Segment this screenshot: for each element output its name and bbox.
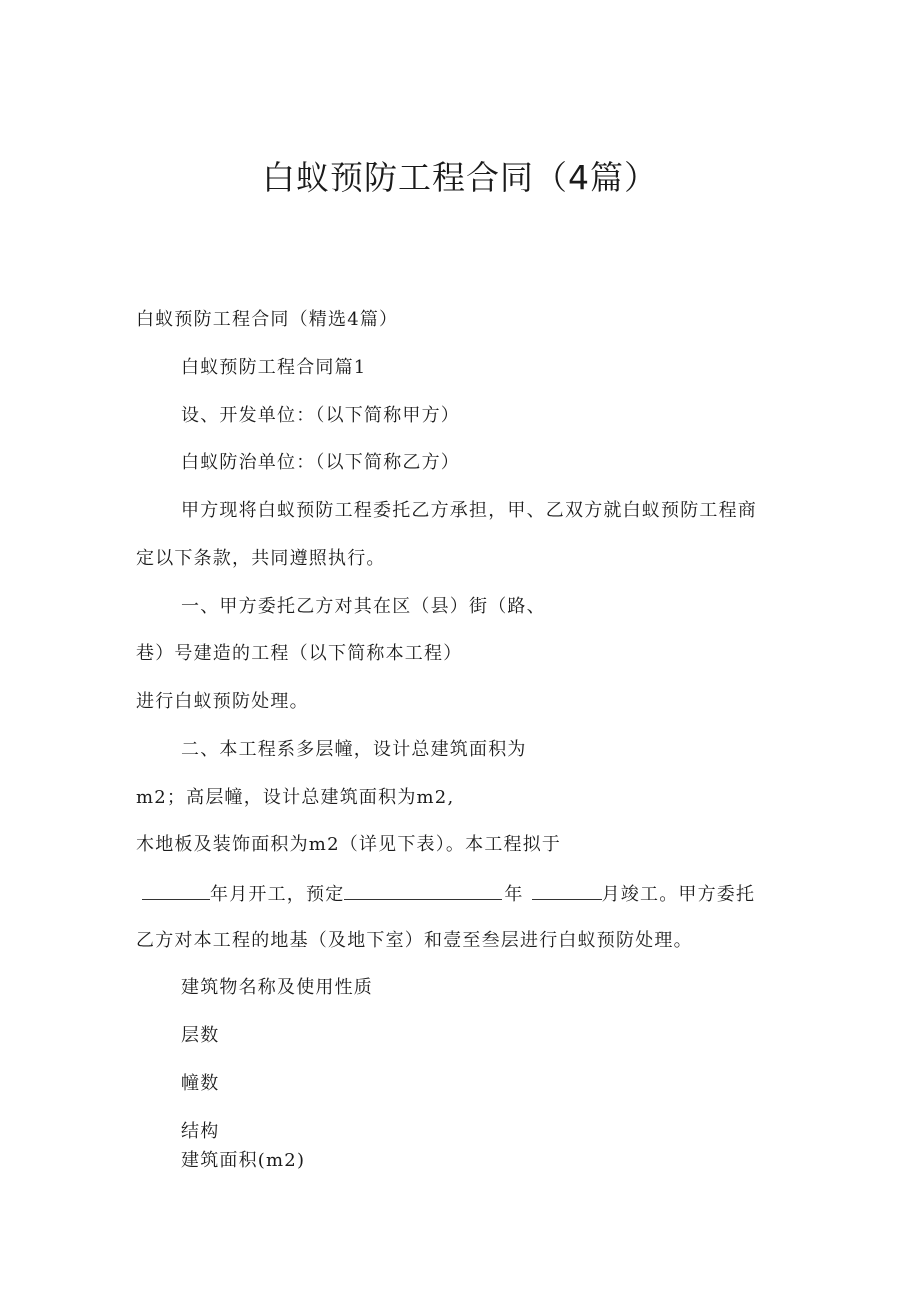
blank-field-completion-year (344, 879, 502, 900)
clause-1-line-3: 进行白蚁预防处理。 (136, 691, 309, 712)
party-a-line: 设、开发单位：（以下简称甲方） (181, 405, 460, 426)
clause-2-line-1: 二、本工程系多层幢，设计总建筑面积为 (181, 739, 527, 760)
clause-1-line-1: 一、甲方委托乙方对其在区（县）街（路、 (181, 596, 546, 617)
table-field-floors: 层数 (181, 1025, 220, 1046)
blank-field-year (142, 879, 210, 900)
clause-2-line-4-part-2: 年 (504, 884, 524, 905)
clause-2-line-5: 乙方对本工程的地基（及地下室）和壹至叁层进行白蚁预防处理。 (136, 930, 693, 951)
table-field-building-count: 幢数 (181, 1073, 220, 1094)
table-field-structure: 结构 (181, 1121, 220, 1142)
section-heading: 白蚁预防工程合同篇1 (181, 357, 367, 378)
intro-paragraph-line-1: 甲方现将白蚁预防工程委托乙方承担，甲、乙双方就白蚁预防工程商 (181, 500, 757, 521)
clause-2-line-4-part-3: 月竣工。甲方委托 (601, 884, 756, 905)
blank-field-completion-month (532, 879, 602, 900)
document-subtitle: 白蚁预防工程合同（精选4篇） (136, 309, 399, 330)
party-b-line: 白蚁防治单位：（以下简称乙方） (181, 452, 460, 473)
table-field-floor-area: 建筑面积(m2) (181, 1150, 306, 1171)
intro-paragraph-line-2: 定以下条款，共同遵照执行。 (136, 548, 386, 569)
clause-1-line-2: 巷）号建造的工程（以下简称本工程） (136, 643, 463, 664)
clause-2-line-2: m2；高层幢，设计总建筑面积为m2, (136, 787, 455, 808)
table-field-building-name: 建筑物名称及使用性质 (181, 977, 373, 998)
clause-2-line-4 (136, 879, 755, 909)
clause-2-line-4-part-1: 年月开工，预定 (210, 884, 345, 905)
document-title: 白蚁预防工程合同（4篇） (262, 158, 658, 197)
clause-2-line-3: 木地板及装饰面积为m2（详见下表）。本工程拟于 (136, 834, 562, 855)
